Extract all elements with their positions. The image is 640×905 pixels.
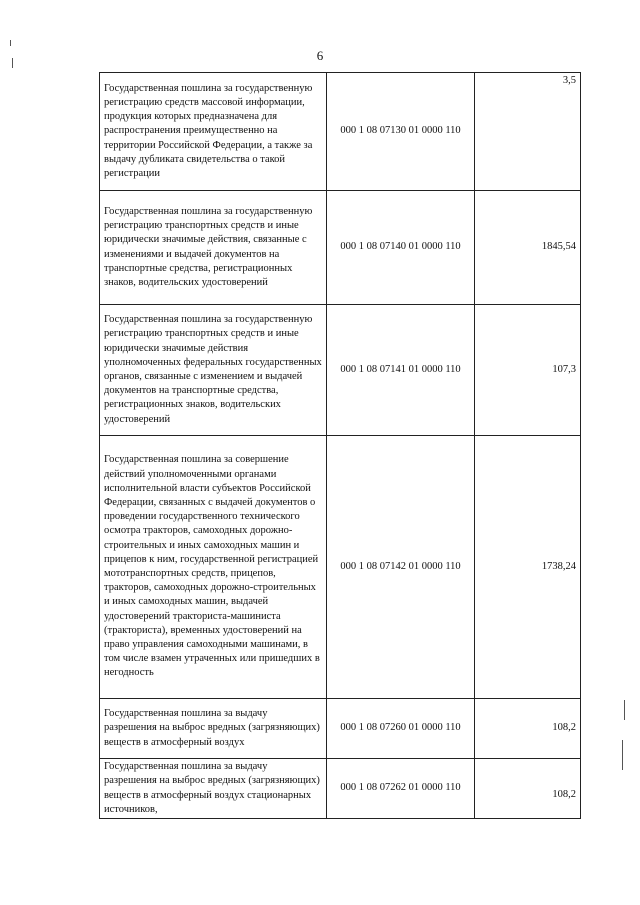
scan-mark-left [12,58,13,68]
budget-code: 000 1 08 07260 01 0000 110 [327,699,475,759]
fee-amount: 1845,54 [475,191,581,305]
fee-description: Государственная пошлина за государственную регистрацию транспортных средств и иные юридически значимые действия уполномоченных федеральных государственных органов, связанные с изменением и выдачей документов на транспортные средства, регистрационных знаков, водительских удостоверений [100,305,327,436]
fee-amount: 107,3 [475,305,581,436]
fee-amount: 108,2 [475,759,581,819]
table-row [100,436,581,699]
table-row [100,305,581,436]
scan-mark-right [622,740,623,770]
fee-amount: 3,5 [475,73,581,191]
page-number: 6 [316,48,324,63]
budget-code: 000 1 08 07142 01 0000 110 [327,436,475,699]
table-row [100,699,581,759]
budget-code: 000 1 08 07140 01 0000 110 [327,191,475,305]
fee-amount: 1738,24 [475,436,581,699]
scan-mark-right [624,700,625,720]
fee-description: Государственная пошлина за совершение действий уполномоченными органами исполнительной власти субъектов Российской Федерации, связанных с выдачей документов о проведении государственного технического осмотра тракторов, самоходных дорожно-строительных и иных самоходных машин и прицепов к ним, государственной регистрацией мототранспортных средств, прицепов, тракторов, самоходных дорожно-строительных и иных самоходных машин, выдачей удостоверений тракториста-машиниста (тракториста), временных удостоверений на право управления самоходными машинами, в том числе взамен утраченных или пришедших в негодность [100,436,327,699]
fee-table [99,72,581,819]
table-row [100,191,581,305]
fee-description: Государственная пошлина за государственную регистрацию транспортных средств и иные юридически значимые действия, связанные с изменениями и выдачей документов на транспортные средства, регистрационных знаков, водительских удостоверений [100,191,327,305]
scan-mark-left [10,40,11,46]
budget-code: 000 1 08 07130 01 0000 110 [327,73,475,191]
budget-code: 000 1 08 07141 01 0000 110 [327,305,475,436]
fee-amount: 108,2 [475,699,581,759]
budget-code: 000 1 08 07262 01 0000 110 [327,759,475,819]
fee-description: Государственная пошлина за выдачу разрешения на выброс вредных (загрязняющих) веществ в атмосферный воздух стационарных источников, [100,759,327,819]
fee-description: Государственная пошлина за государственную регистрацию средств массовой информации, продукция которых предназначена для распространения преимущественно на территории Российской Федерации, а также за выдачу дубликата свидетельства о такой регистрации [100,73,327,191]
fee-description: Государственная пошлина за выдачу разрешения на выброс вредных (загрязняющих) веществ в атмосферный воздух [100,699,327,759]
table-row [100,759,581,819]
table-row [100,73,581,191]
